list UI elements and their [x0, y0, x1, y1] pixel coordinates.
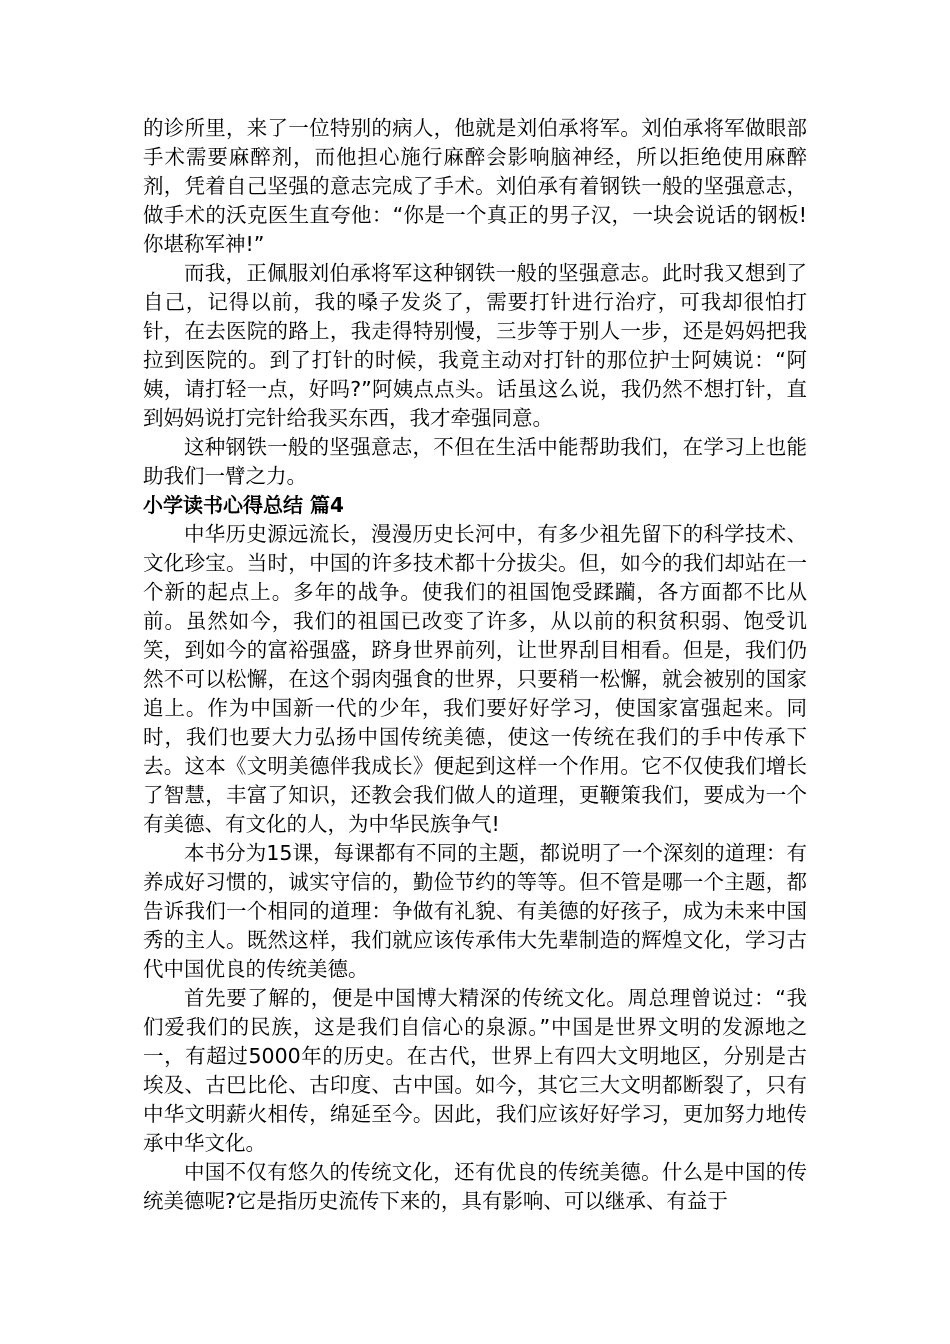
paragraph: 本书分为15课，每课都有不同的主题，都说明了一个深刻的道理：有养成好习惯的，诚实守信的，勤俭节约的等等。但不管是哪一个主题，都告诉我们一个相同的道理：争做有礼貌、有美德的好孩子，成为未来中国秀的主人。既然这样，我们就应该传承伟大先辈制造的辉煌文化，学习古代中国优良的传统美德。: [143, 841, 807, 981]
paragraph: 首先要了解的，便是中国博大精深的传统文化。周总理曾说过：“我们爱我们的民族，这是我们自信心的泉源。”中国是世界文明的发源地之一，有超过5000年的历史。在古代，世界上有四大文明地区，分别是古埃及、古巴比伦、古印度、古中国。如今，其它三大文明都断裂了，只有中华文明薪火相传，绵延至今。因此，我们应该好好学习，更加努力地传承中华文化。: [143, 986, 807, 1155]
section-heading: 小学读书心得总结 篇4: [143, 493, 344, 517]
paragraph: 这种钢铁一般的坚强意志，不但在生活中能帮助我们，在学习上也能助我们一臂之力。: [143, 435, 807, 488]
paragraph: 而我，正佩服刘伯承将军这种钢铁一般的坚强意志。此时我又想到了自己，记得以前，我的嗓子发炎了，需要打针进行治疗，可我却很怕打针，在去医院的路上，我走得特别慢，三步等于别人一步，还是妈妈把我拉到医院的。到了打针的时候，我竟主动对打针的那位护士阿姨说：“阿姨，请打轻一点，好吗?”阿姨点点头。话虽这么说，我仍然不想打针，直到妈妈说打完针给我买东西，我才牵强同意。: [143, 261, 807, 430]
document-page: [143, 114, 807, 1216]
paragraph-continued: 的诊所里，来了一位特别的病人，他就是刘伯承将军。刘伯承将军做眼部手术需要麻醉剂，而他担心施行麻醉会影响脑神经，所以拒绝使用麻醉剂，凭着自己坚强的意志完成了手术。刘伯承有着钢铁一般的坚强意志，做手术的沃克医生直夸他：“你是一个真正的男子汉，一块会说话的钢板!你堪称军神!”: [143, 116, 807, 256]
paragraph: 中国不仅有悠久的传统文化，还有优良的传统美德。什么是中国的传统美德呢?它是指历史流传下来的，具有影响、可以继承、有益于: [143, 1160, 807, 1213]
paragraph: 中华历史源远流长，漫漫历史长河中，有多少祖先留下的科学技术、文化珍宝。当时，中国的许多技术都十分拔尖。但，如今的我们却站在一个新的起点上。多年的战争。使我们的祖国饱受蹂躏，各方面都不比从前。虽然如今，我们的祖国已改变了许多，从以前的积贫积弱、饱受讥笑，到如今的富裕强盛，跻身世界前列，让世界刮目相看。但是，我们仍然不可以松懈，在这个弱肉强食的世界，只要稍一松懈，就会被别的国家追上。作为中国新一代的少年，我们要好好学习，使国家富强起来。同时，我们也要大力弘扬中国传统美德，使这一传统在我们的手中传承下去。这本《文明美德伴我成长》便起到这样一个作用。它不仅使我们增长了智慧，丰富了知识，还教会我们做人的道理，更鞭策我们，要成为一个有美德、有文化的人，为中华民族争气!: [143, 522, 807, 836]
